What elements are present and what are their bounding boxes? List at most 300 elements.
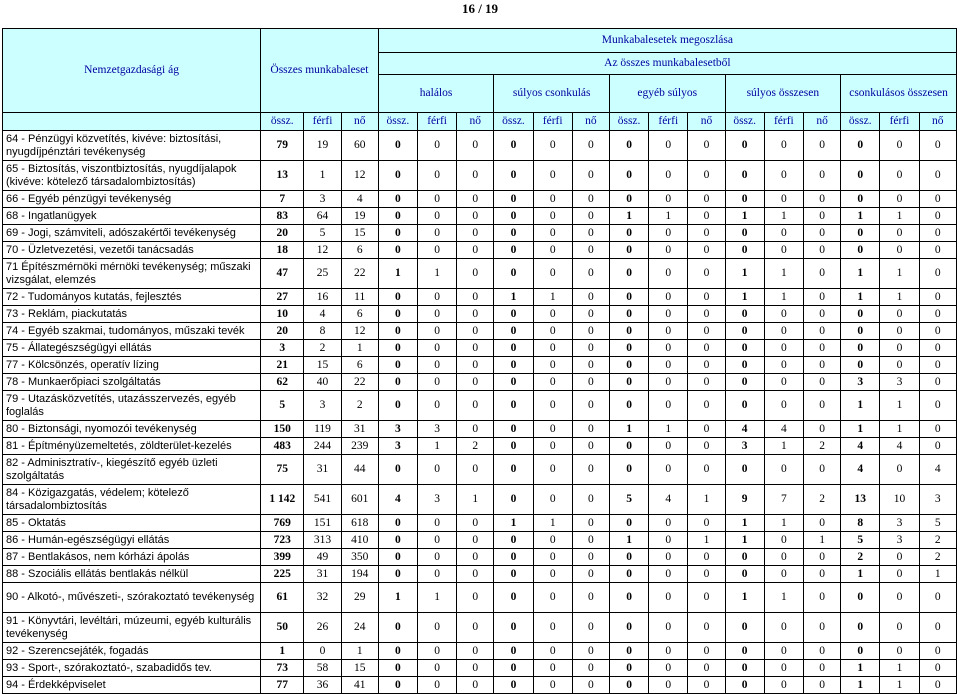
cell-value: 1 xyxy=(725,583,764,613)
cell-value: 3 xyxy=(261,340,304,357)
cell-value: 0 xyxy=(378,289,417,306)
cell-value: 0 xyxy=(494,677,533,694)
cell-value: 0 xyxy=(572,357,609,374)
cell-value: 0 xyxy=(457,613,494,643)
cell-value: 0 xyxy=(457,259,494,289)
cell-value: 0 xyxy=(457,532,494,549)
cell-value: 0 xyxy=(649,340,688,357)
cell-value: 0 xyxy=(803,131,840,161)
cell-value: 0 xyxy=(457,374,494,391)
cell-value: 73 xyxy=(261,660,304,677)
cell-value: 1 xyxy=(764,438,803,455)
cell-value: 27 xyxy=(261,289,304,306)
cell-value: 0 xyxy=(841,340,880,357)
cell-value: 618 xyxy=(341,515,378,532)
cell-value: 10 xyxy=(880,485,919,515)
cell-value: 0 xyxy=(457,357,494,374)
cell-value: 0 xyxy=(609,660,648,677)
cell-value: 0 xyxy=(649,259,688,289)
cell-value: 0 xyxy=(803,549,840,566)
header-subcol-5-1: férfi xyxy=(880,113,919,131)
cell-value: 0 xyxy=(533,421,572,438)
cell-value: 0 xyxy=(688,643,725,660)
cell-value: 0 xyxy=(533,643,572,660)
cell-value: 0 xyxy=(457,583,494,613)
cell-value: 0 xyxy=(919,225,956,242)
cell-value: 0 xyxy=(688,225,725,242)
table-row xyxy=(3,259,957,289)
cell-value: 0 xyxy=(457,643,494,660)
table-row xyxy=(3,323,957,340)
cell-value: 0 xyxy=(572,259,609,289)
table-row xyxy=(3,225,957,242)
cell-value: 6 xyxy=(341,357,378,374)
sector-name: 64 - Pénzügyi közvetítés, kivéve: biztosítási, nyugdíjpénztári tevékenység xyxy=(3,131,261,161)
cell-value: 0 xyxy=(764,643,803,660)
cell-value: 0 xyxy=(494,306,533,323)
cell-value: 12 xyxy=(341,161,378,191)
cell-value: 0 xyxy=(764,242,803,259)
header-subcol-2-1: férfi xyxy=(533,113,572,131)
header-blank xyxy=(3,113,261,131)
table-row xyxy=(3,242,957,259)
cell-value: 0 xyxy=(919,677,956,694)
cell-value: 0 xyxy=(919,643,956,660)
cell-value: 0 xyxy=(494,357,533,374)
cell-value: 3 xyxy=(880,515,919,532)
cell-value: 4 xyxy=(919,455,956,485)
cell-value: 0 xyxy=(572,515,609,532)
cell-value: 0 xyxy=(609,438,648,455)
cell-value: 0 xyxy=(378,357,417,374)
cell-value: 0 xyxy=(494,421,533,438)
cell-value: 0 xyxy=(688,613,725,643)
cell-value: 1 xyxy=(841,660,880,677)
cell-value: 0 xyxy=(572,643,609,660)
header-subcol-3-1: férfi xyxy=(649,113,688,131)
cell-value: 0 xyxy=(609,225,648,242)
cell-value: 0 xyxy=(880,191,919,208)
cell-value: 0 xyxy=(494,191,533,208)
cell-value: 0 xyxy=(572,323,609,340)
table-row xyxy=(3,660,957,677)
sector-name: 88 - Szociális ellátás bentlakás nélkül xyxy=(3,566,261,583)
cell-value: 0 xyxy=(880,357,919,374)
table-row xyxy=(3,677,957,694)
cell-value: 3 xyxy=(880,532,919,549)
cell-value: 0 xyxy=(572,421,609,438)
table-row xyxy=(3,357,957,374)
cell-value: 0 xyxy=(649,583,688,613)
header-group-4: csonkulásos összesen xyxy=(841,75,957,113)
cell-value: 1 xyxy=(764,208,803,225)
cell-value: 0 xyxy=(417,515,456,532)
table-row xyxy=(3,191,957,208)
sector-name: 72 - Tudományos kutatás, fejlesztés xyxy=(3,289,261,306)
cell-value: 1 xyxy=(417,259,456,289)
cell-value: 13 xyxy=(841,485,880,515)
sector-name: 93 - Sport-, szórakoztató-, szabadidős tev. xyxy=(3,660,261,677)
cell-value: 0 xyxy=(649,161,688,191)
cell-value: 0 xyxy=(649,566,688,583)
cell-value: 0 xyxy=(572,532,609,549)
cell-value: 0 xyxy=(688,677,725,694)
cell-value: 0 xyxy=(533,306,572,323)
cell-value: 0 xyxy=(841,323,880,340)
cell-value: 0 xyxy=(457,549,494,566)
cell-value: 0 xyxy=(841,161,880,191)
cell-value: 0 xyxy=(533,391,572,421)
table-row xyxy=(3,208,957,225)
cell-value: 0 xyxy=(919,583,956,613)
cell-value: 0 xyxy=(533,191,572,208)
cell-value: 0 xyxy=(533,357,572,374)
cell-value: 0 xyxy=(803,613,840,643)
cell-value: 0 xyxy=(378,549,417,566)
cell-value: 83 xyxy=(261,208,304,225)
cell-value: 0 xyxy=(649,289,688,306)
table-row xyxy=(3,306,957,323)
cell-value: 0 xyxy=(688,438,725,455)
cell-value: 3 xyxy=(304,391,341,421)
cell-value: 0 xyxy=(880,323,919,340)
cell-value: 0 xyxy=(841,357,880,374)
cell-value: 3 xyxy=(919,485,956,515)
cell-value: 769 xyxy=(261,515,304,532)
cell-value: 0 xyxy=(725,306,764,323)
cell-value: 47 xyxy=(261,259,304,289)
cell-value: 0 xyxy=(609,340,648,357)
sector-name: 94 - Érdekképviselet xyxy=(3,677,261,694)
cell-value: 0 xyxy=(494,340,533,357)
cell-value: 0 xyxy=(688,357,725,374)
cell-value: 151 xyxy=(304,515,341,532)
cell-value: 0 xyxy=(494,583,533,613)
cell-value: 58 xyxy=(304,660,341,677)
cell-value: 0 xyxy=(880,225,919,242)
cell-value: 0 xyxy=(378,191,417,208)
cell-value: 0 xyxy=(304,643,341,660)
cell-value: 0 xyxy=(919,191,956,208)
cell-value: 0 xyxy=(572,340,609,357)
cell-value: 0 xyxy=(803,357,840,374)
cell-value: 350 xyxy=(341,549,378,566)
cell-value: 1 xyxy=(725,289,764,306)
cell-value: 0 xyxy=(378,455,417,485)
cell-value: 0 xyxy=(417,242,456,259)
cell-value: 24 xyxy=(341,613,378,643)
cell-value: 5 xyxy=(919,515,956,532)
cell-value: 1 xyxy=(609,421,648,438)
sector-name: 90 - Alkotó-, művészeti-, szórakoztató tevékenység xyxy=(3,583,261,613)
cell-value: 5 xyxy=(261,391,304,421)
cell-value: 15 xyxy=(341,225,378,242)
cell-value: 8 xyxy=(841,515,880,532)
cell-value: 0 xyxy=(533,374,572,391)
cell-value: 0 xyxy=(572,131,609,161)
cell-value: 0 xyxy=(803,242,840,259)
cell-value: 20 xyxy=(261,225,304,242)
cell-value: 0 xyxy=(649,225,688,242)
sector-name: 70 - Üzletvezetési, vezetői tanácsadás xyxy=(3,242,261,259)
cell-value: 0 xyxy=(880,566,919,583)
cell-value: 1 xyxy=(725,532,764,549)
cell-value: 0 xyxy=(919,613,956,643)
cell-value: 1 xyxy=(764,259,803,289)
cell-value: 0 xyxy=(919,242,956,259)
cell-value: 0 xyxy=(841,583,880,613)
cell-value: 11 xyxy=(341,289,378,306)
cell-value: 0 xyxy=(417,374,456,391)
cell-value: 0 xyxy=(649,131,688,161)
cell-value: 3 xyxy=(725,438,764,455)
header-subcol-5-2: nő xyxy=(919,113,956,131)
header-subcol-1-1: férfi xyxy=(417,113,456,131)
cell-value: 0 xyxy=(533,566,572,583)
table-row xyxy=(3,131,957,161)
cell-value: 0 xyxy=(417,357,456,374)
cell-value: 0 xyxy=(880,242,919,259)
table-row xyxy=(3,485,957,515)
cell-value: 0 xyxy=(533,613,572,643)
cell-value: 0 xyxy=(457,208,494,225)
cell-value: 0 xyxy=(688,515,725,532)
cell-value: 0 xyxy=(494,643,533,660)
cell-value: 0 xyxy=(417,323,456,340)
cell-value: 1 xyxy=(880,259,919,289)
cell-value: 0 xyxy=(609,583,648,613)
cell-value: 399 xyxy=(261,549,304,566)
cell-value: 3 xyxy=(417,485,456,515)
cell-value: 1 xyxy=(880,208,919,225)
cell-value: 0 xyxy=(417,306,456,323)
cell-value: 1 142 xyxy=(261,485,304,515)
header-group-0: halálos xyxy=(378,75,494,113)
cell-value: 49 xyxy=(304,549,341,566)
header-subcol-4-1: férfi xyxy=(764,113,803,131)
cell-value: 0 xyxy=(494,374,533,391)
cell-value: 0 xyxy=(919,374,956,391)
cell-value: 0 xyxy=(649,191,688,208)
cell-value: 0 xyxy=(533,660,572,677)
cell-value: 0 xyxy=(880,131,919,161)
header-subcol-3-0: össz. xyxy=(609,113,648,131)
cell-value: 0 xyxy=(533,532,572,549)
cell-value: 4 xyxy=(764,421,803,438)
table-row xyxy=(3,455,957,485)
cell-value: 0 xyxy=(725,391,764,421)
cell-value: 0 xyxy=(457,455,494,485)
cell-value: 0 xyxy=(494,485,533,515)
cell-value: 0 xyxy=(803,323,840,340)
cell-value: 0 xyxy=(609,161,648,191)
sector-name: 78 - Munkaerőpiaci szolgáltatás xyxy=(3,374,261,391)
cell-value: 2 xyxy=(803,485,840,515)
sector-name: 82 - Adminisztratív-, kiegészítő egyéb üzleti szolgáltatás xyxy=(3,455,261,485)
cell-value: 1 xyxy=(841,391,880,421)
cell-value: 0 xyxy=(649,306,688,323)
cell-value: 194 xyxy=(341,566,378,583)
cell-value: 0 xyxy=(688,374,725,391)
sector-name: 69 - Jogi, számviteli, adószakértői tevékenység xyxy=(3,225,261,242)
cell-value: 0 xyxy=(764,660,803,677)
cell-value: 4 xyxy=(841,455,880,485)
table-row xyxy=(3,515,957,532)
cell-value: 0 xyxy=(609,374,648,391)
cell-value: 0 xyxy=(725,455,764,485)
cell-value: 5 xyxy=(609,485,648,515)
cell-value: 0 xyxy=(880,643,919,660)
cell-value: 0 xyxy=(609,515,648,532)
cell-value: 4 xyxy=(880,438,919,455)
cell-value: 15 xyxy=(304,357,341,374)
cell-value: 0 xyxy=(803,208,840,225)
cell-value: 3 xyxy=(841,374,880,391)
table-row xyxy=(3,532,957,549)
cell-value: 0 xyxy=(649,643,688,660)
cell-value: 0 xyxy=(803,161,840,191)
cell-value: 0 xyxy=(572,566,609,583)
cell-value: 0 xyxy=(378,208,417,225)
cell-value: 1 xyxy=(919,566,956,583)
sector-name: 65 - Biztosítás, viszontbiztosítás, nyugdíjalapok (kivéve: kötelező társadalombiztosítás) xyxy=(3,161,261,191)
cell-value: 1 xyxy=(341,340,378,357)
cell-value: 313 xyxy=(304,532,341,549)
cell-value: 0 xyxy=(841,643,880,660)
cell-value: 0 xyxy=(609,306,648,323)
cell-value: 0 xyxy=(533,677,572,694)
cell-value: 150 xyxy=(261,421,304,438)
cell-value: 0 xyxy=(609,131,648,161)
cell-value: 0 xyxy=(803,225,840,242)
cell-value: 64 xyxy=(304,208,341,225)
cell-value: 1 xyxy=(378,259,417,289)
cell-value: 0 xyxy=(725,161,764,191)
sector-name: 73 - Reklám, piackutatás xyxy=(3,306,261,323)
header-subcol-1-2: nő xyxy=(457,113,494,131)
cell-value: 1 xyxy=(803,532,840,549)
cell-value: 0 xyxy=(764,455,803,485)
cell-value: 0 xyxy=(457,323,494,340)
header-subcol-4-0: össz. xyxy=(725,113,764,131)
cell-value: 0 xyxy=(649,532,688,549)
cell-value: 0 xyxy=(919,131,956,161)
cell-value: 0 xyxy=(649,455,688,485)
cell-value: 1 xyxy=(880,289,919,306)
cell-value: 4 xyxy=(649,485,688,515)
cell-value: 1 xyxy=(688,532,725,549)
cell-value: 3 xyxy=(880,374,919,391)
cell-value: 3 xyxy=(304,191,341,208)
cell-value: 62 xyxy=(261,374,304,391)
cell-value: 0 xyxy=(803,391,840,421)
cell-value: 0 xyxy=(880,455,919,485)
table-row xyxy=(3,391,957,421)
cell-value: 2 xyxy=(919,532,956,549)
cell-value: 0 xyxy=(764,532,803,549)
cell-value: 0 xyxy=(417,225,456,242)
cell-value: 1 xyxy=(261,643,304,660)
cell-value: 0 xyxy=(572,613,609,643)
table-row xyxy=(3,613,957,643)
cell-value: 0 xyxy=(609,259,648,289)
cell-value: 0 xyxy=(919,161,956,191)
cell-value: 5 xyxy=(304,225,341,242)
cell-value: 12 xyxy=(304,242,341,259)
cell-value: 1 xyxy=(725,259,764,289)
cell-value: 0 xyxy=(609,613,648,643)
cell-value: 1 xyxy=(880,677,919,694)
cell-value: 244 xyxy=(304,438,341,455)
cell-value: 0 xyxy=(533,242,572,259)
cell-value: 0 xyxy=(764,374,803,391)
cell-value: 0 xyxy=(378,374,417,391)
cell-value: 0 xyxy=(803,660,840,677)
cell-value: 0 xyxy=(572,438,609,455)
cell-value: 0 xyxy=(688,566,725,583)
cell-value: 0 xyxy=(417,613,456,643)
cell-value: 2 xyxy=(919,549,956,566)
cell-value: 0 xyxy=(649,549,688,566)
cell-value: 0 xyxy=(764,613,803,643)
cell-value: 0 xyxy=(649,438,688,455)
cell-value: 1 xyxy=(764,515,803,532)
sector-name: 79 - Utazásközvetítés, utazásszervezés, egyéb foglalás xyxy=(3,391,261,421)
cell-value: 0 xyxy=(764,323,803,340)
cell-value: 0 xyxy=(725,566,764,583)
cell-value: 0 xyxy=(572,289,609,306)
cell-value: 0 xyxy=(919,340,956,357)
cell-value: 1 xyxy=(841,208,880,225)
cell-value: 0 xyxy=(919,306,956,323)
cell-value: 0 xyxy=(609,289,648,306)
cell-value: 0 xyxy=(725,660,764,677)
cell-value: 0 xyxy=(688,421,725,438)
cell-value: 1 xyxy=(841,259,880,289)
header-subcol-0-1: férfi xyxy=(304,113,341,131)
cell-value: 0 xyxy=(378,306,417,323)
cell-value: 0 xyxy=(649,357,688,374)
cell-value: 1 xyxy=(457,485,494,515)
cell-value: 0 xyxy=(378,131,417,161)
cell-value: 0 xyxy=(725,323,764,340)
cell-value: 0 xyxy=(725,340,764,357)
header-subcol-2-0: össz. xyxy=(494,113,533,131)
cell-value: 0 xyxy=(457,289,494,306)
cell-value: 0 xyxy=(688,131,725,161)
cell-value: 1 xyxy=(609,208,648,225)
cell-value: 0 xyxy=(457,306,494,323)
cell-value: 0 xyxy=(494,566,533,583)
table-row xyxy=(3,421,957,438)
cell-value: 0 xyxy=(725,131,764,161)
cell-value: 0 xyxy=(533,323,572,340)
cell-value: 239 xyxy=(341,438,378,455)
cell-value: 6 xyxy=(341,242,378,259)
sector-name: 80 - Biztonsági, nyomozói tevékenység xyxy=(3,421,261,438)
header-subcol-5-0: össz. xyxy=(841,113,880,131)
cell-value: 0 xyxy=(572,161,609,191)
cell-value: 0 xyxy=(572,677,609,694)
cell-value: 1 xyxy=(880,421,919,438)
cell-value: 0 xyxy=(609,191,648,208)
cell-value: 36 xyxy=(304,677,341,694)
cell-value: 60 xyxy=(341,131,378,161)
cell-value: 0 xyxy=(919,421,956,438)
cell-value: 0 xyxy=(378,660,417,677)
cell-value: 0 xyxy=(688,259,725,289)
cell-value: 0 xyxy=(880,583,919,613)
